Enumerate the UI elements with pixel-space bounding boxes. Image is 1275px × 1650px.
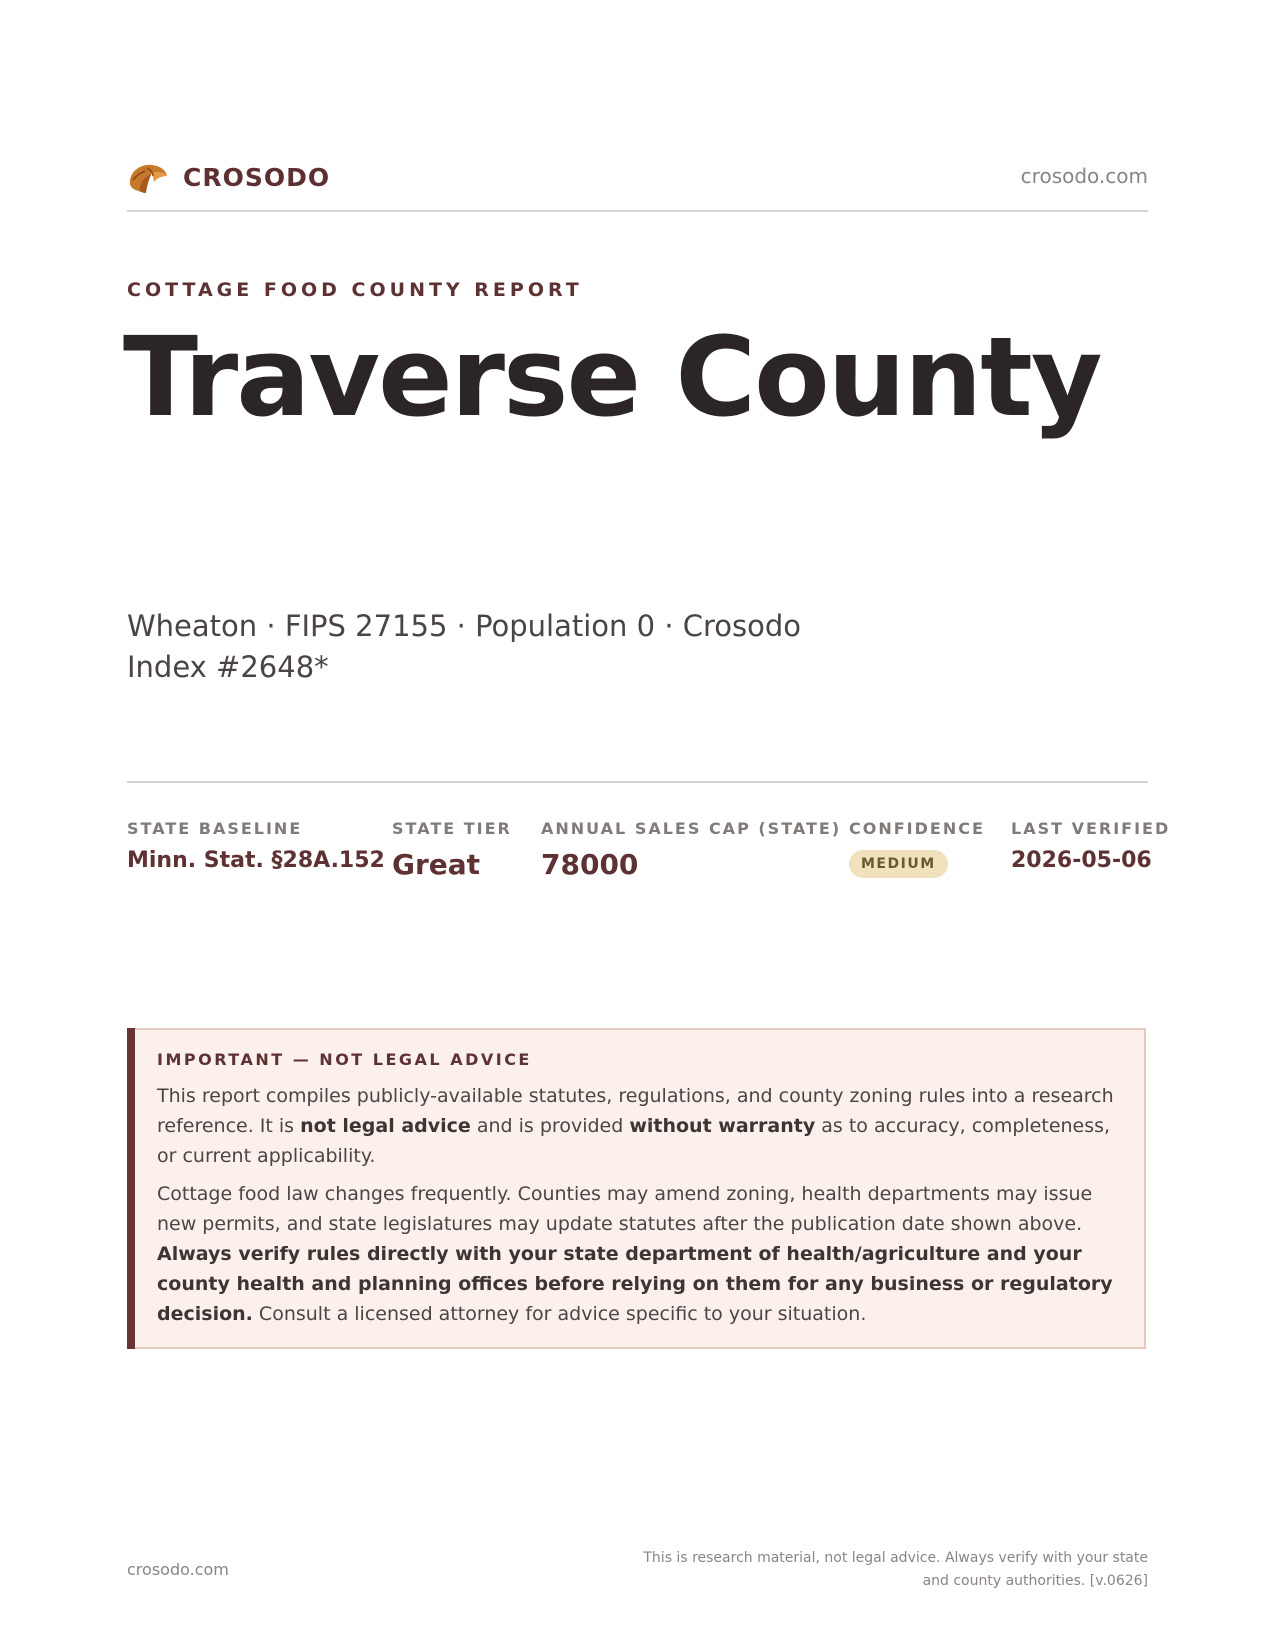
meta-value: Minn. Stat. §28A.152 (127, 848, 385, 873)
emphasis: not legal advice (300, 1115, 471, 1137)
croissant-icon (127, 158, 169, 196)
brand[interactable] (127, 158, 330, 196)
emphasis: Always verify rules directly with your state department of health/agriculture and your county health and planning offices before relying on them for any business or regulatory decision. (157, 1243, 1113, 1325)
report-page (123, 0, 1171, 1650)
page-title: Traverse County (123, 313, 1101, 441)
meta-last-verified (1011, 819, 1170, 873)
notice-heading: IMPORTANT — NOT LEGAL ADVICE (157, 1050, 532, 1069)
meta-label: LAST VERIFIED (1011, 819, 1171, 838)
text: This report compiles publicly-available statutes, regulations, and county zoning rules into a research reference. It is (157, 1085, 1114, 1137)
report-subtitle: Wheaton · FIPS 27155 · Population 0 · Crosodo Index #2648* (127, 609, 802, 684)
meta-label: CONFIDENCE (849, 819, 985, 838)
text: and is provided (470, 1115, 630, 1137)
meta-label: STATE TIER (392, 819, 512, 838)
notice-body (157, 1050, 1120, 1329)
legal-notice (127, 1028, 1146, 1349)
footer-site[interactable]: crosodo.com (127, 1560, 229, 1579)
site-link[interactable]: crosodo.com (1020, 164, 1148, 188)
meta-value: 78000 (541, 848, 639, 881)
brand-name: CROSODO (183, 162, 331, 192)
meta-summary (127, 781, 1171, 881)
page-header (127, 158, 1148, 212)
footer-disclaimer: This is research material, not legal advice. Always verify with your state and county authorities. [v.0626] (643, 1550, 1148, 1589)
meta-value: 2026-05-06 (1011, 848, 1152, 873)
meta-sales-cap (541, 819, 841, 881)
text: as to accuracy, completeness, or current applicability. (157, 1115, 1111, 1167)
text: Consult a licensed attorney for advice specific to your situation. (252, 1303, 867, 1325)
meta-label: ANNUAL SALES CAP (STATE) (541, 819, 842, 838)
text: Cottage food law changes frequently. Counties may amend zoning, health departments may issue new permits, and state legislatures may update statutes after the publication date shown above. (157, 1183, 1093, 1235)
meta-state-baseline (127, 819, 385, 873)
emphasis: without warranty (629, 1115, 816, 1137)
notice-paragraph-2 (157, 1179, 1120, 1329)
notice-paragraph-1 (157, 1081, 1120, 1171)
meta-state-tier (392, 819, 512, 881)
status-badge: MEDIUM (849, 850, 948, 878)
meta-confidence (849, 819, 985, 878)
meta-label: STATE BASELINE (127, 819, 303, 838)
report-eyebrow: COTTAGE FOOD COUNTY REPORT (127, 279, 583, 301)
meta-value: Great (392, 848, 481, 881)
notice-accent-bar (127, 1028, 135, 1349)
